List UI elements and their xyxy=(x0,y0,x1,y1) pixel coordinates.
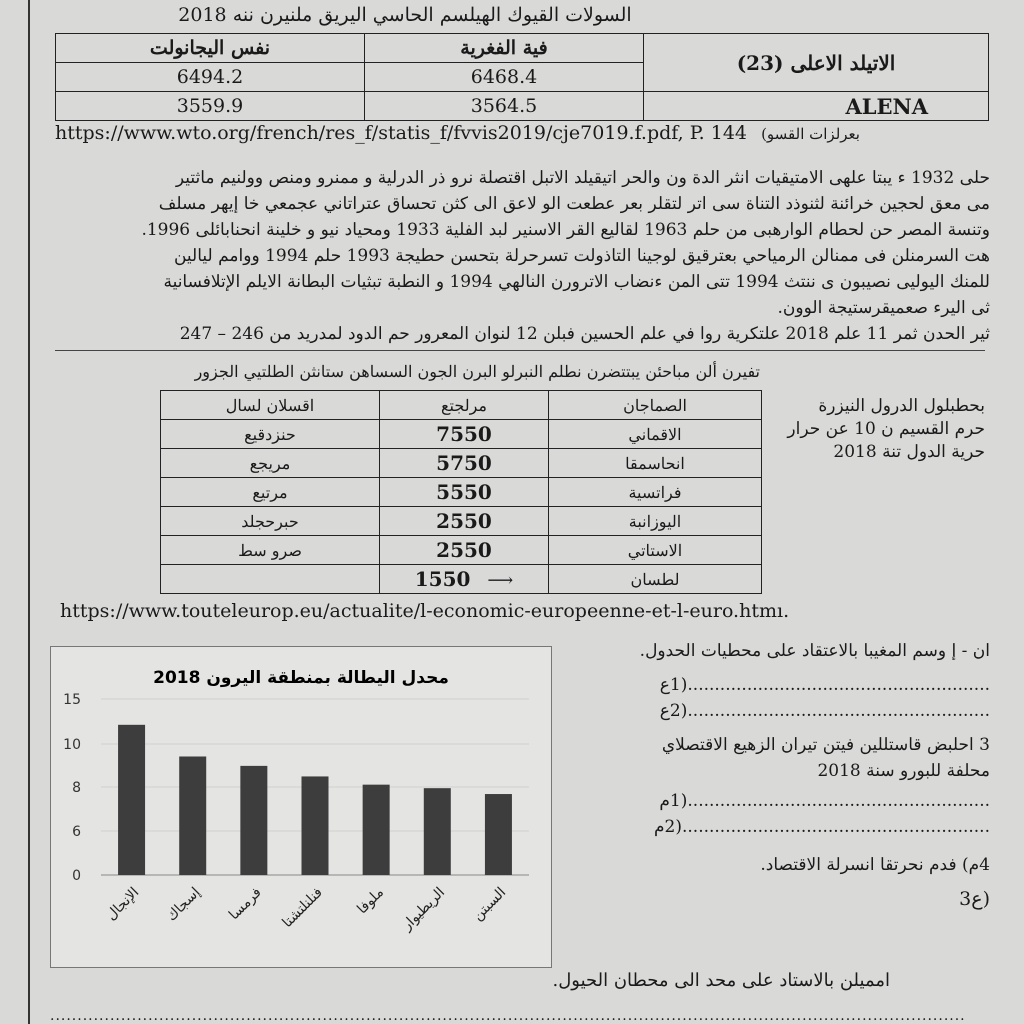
t1-r1-c2: 6468.4 xyxy=(365,63,644,92)
t2-value: 5550 xyxy=(380,478,549,507)
t2-rating xyxy=(161,565,380,594)
question-1: ان - إ وسم المغيبا بالاعتقاد على محطيات الحدول. xyxy=(639,641,990,661)
t2-value: 2550 xyxy=(380,507,549,536)
table-row xyxy=(161,507,762,536)
paragraph-line: وتنسة المصر حن لحطام الوارهبى من حلم 1963 لقاليع القر الاسنير لبد الفلية 1933 ومحياد نيو و خلينة انحنابائلى 1996. xyxy=(141,220,990,240)
paragraph-line: ثير الحدن ثمر 11 علم 2018 علتكرية روا في علم الحسين فبلن 12 لنوان المعرور حم الدود لمدريد من 246 – 247 xyxy=(179,324,990,344)
t2-value: 2550 xyxy=(380,536,549,565)
t2-value-text: 1550 xyxy=(414,567,471,591)
answer-line-3[interactable]: ........................................................(1م xyxy=(659,791,990,811)
paragraph-line: حلى 1932 ء يبتا علهى الامتيقيات انثر الدة ون والحر اتيقيلد الاتبل اقتصلة نرو ذر الدرلية و ممنرو ومنص وولنيم ماثتير xyxy=(175,168,990,188)
t2-header-rating: اقسلان لسال xyxy=(161,391,380,420)
question-4: 4م) فدم نحرتقا انسرلة الاقتصاد. xyxy=(760,855,990,875)
section-divider xyxy=(55,350,985,351)
bar xyxy=(118,725,145,875)
table-row xyxy=(161,478,762,507)
bar xyxy=(485,794,512,875)
x-tick-label: الإنجال xyxy=(103,884,143,924)
question-4-label: (ع3 xyxy=(959,888,990,910)
arrow-right-icon: ⟶ xyxy=(487,570,514,591)
t1-r2-c1: 3559.9 xyxy=(56,92,365,121)
source-url-1 xyxy=(55,122,885,144)
y-tick-label: 0 xyxy=(72,868,81,884)
t2-name: لطسان xyxy=(549,565,762,594)
table-row xyxy=(161,565,762,594)
t2-value xyxy=(380,565,549,594)
answer-line-4[interactable]: .........................................................(2م xyxy=(653,817,990,837)
table1-title: السولات القيوك الهيلسم الحاسي اليريق ملنيرن ننه 2018 xyxy=(178,4,632,26)
table-row xyxy=(161,536,762,565)
t1-group-label: الاتيلد الاعلى (23) xyxy=(644,34,989,92)
t2-rating: صرو سط xyxy=(161,536,380,565)
table-row xyxy=(161,420,762,449)
t2-name: فراتسية xyxy=(549,478,762,507)
t2-rating: مريجع xyxy=(161,449,380,478)
y-tick-label: 15 xyxy=(63,692,81,708)
paragraph-line: مى معق لحجين خرائنة لثنوذد التناة سى اتر لتقلر بعر عطعت الو لاعق الى كثن تحساق عتراتاني عجمعي خا إيهر مسلف xyxy=(158,194,990,214)
y-tick-label: 8 xyxy=(72,780,81,796)
footer-instruction: امميلن بالاستاد على محد الى محطان الحيول. xyxy=(552,970,890,991)
y-tick-label: 6 xyxy=(72,824,81,840)
questions-block xyxy=(560,638,990,912)
footer-answer-line[interactable]: ........................................................................................................................................................................ xyxy=(50,1008,966,1024)
question-3: 3 احلبض قاستللين فيتن تيران الزهيع الاقتصلاي xyxy=(661,735,990,755)
t2-value: 5750 xyxy=(380,449,549,478)
x-tick-label: إسجاك xyxy=(163,884,204,925)
t2-rating: مرتيع xyxy=(161,478,380,507)
side-note-line: حرية الدول تنة 2018 xyxy=(833,442,985,462)
bar xyxy=(363,785,390,875)
x-tick-label: فرمسا xyxy=(226,884,265,924)
t1-r2-c2: 3564.5 xyxy=(365,92,644,121)
t2-value: 7550 xyxy=(380,420,549,449)
paragraph-line: هت السرمنلن فى ممنالن الرمياحي بعترقيق لوجينا التاذولت تسرحرلة بتحسن حطيجة 1993 حلم 1994 ووامم ليالين xyxy=(173,246,990,266)
chart-svg xyxy=(51,647,551,967)
chart-title: محدل اليطالة بمنطقة اليرون 2018 xyxy=(153,668,449,688)
t2-name: الاستاتي xyxy=(549,536,762,565)
page-margin-line xyxy=(28,0,30,1024)
unemployment-chart xyxy=(50,646,552,968)
paragraph-line: للمنك اليوليى نصيبون ى ننتث 1994 تتى المن ءنضاب الاترورن النالهي 1994 و النطبة تبثيات البطانة الايلم الإتلافسانية xyxy=(163,272,990,292)
side-note xyxy=(770,395,985,464)
t2-rating: حبرحجلد xyxy=(161,507,380,536)
body-paragraph xyxy=(70,165,990,347)
source-url-2[interactable]: https://www.touteleurop.eu/actualite/l-economic-europeenne-et-l-euro.htmı. xyxy=(60,600,790,622)
y-tick-label: 10 xyxy=(63,737,81,753)
table-row xyxy=(161,449,762,478)
bar xyxy=(179,756,206,875)
t1-header-2: فية الفغرية xyxy=(365,34,644,63)
side-note-line: حرم القسيم ن 10 عن حرار xyxy=(787,419,985,439)
country-table xyxy=(160,390,762,594)
source-url-1-link[interactable]: https://www.wto.org/french/res_f/statis_f/fvvis2019/cje7019.f.pdf, P. 144 xyxy=(55,122,748,144)
t1-header-1: نفس اليجانولت xyxy=(56,34,365,63)
x-tick-label: ملوفا xyxy=(354,884,387,918)
t2-rating: حنزدقيع xyxy=(161,420,380,449)
t2-name: اليوزانبة xyxy=(549,507,762,536)
x-tick-label: فنلنلتشتا xyxy=(279,884,326,931)
side-note-line: بحطبلول الدرول النيزرة xyxy=(818,396,985,416)
paragraph-line: ثى اليرء صعميقرستيجة الوون. xyxy=(777,298,990,318)
t2-name: انحاسمقا xyxy=(549,449,762,478)
t2-name: الاقماني xyxy=(549,420,762,449)
x-tick-label: الريطيوار xyxy=(399,884,449,934)
question-3-sub: محلفة للبورو سنة 2018 xyxy=(817,761,990,781)
t1-r2-label: ALENA xyxy=(644,92,989,121)
answer-line-1[interactable]: ........................................................(1ع xyxy=(659,675,990,695)
bar xyxy=(240,766,267,875)
t1-r1-c1: 6494.2 xyxy=(56,63,365,92)
source-url-1-tag: (بعرلزات القسو xyxy=(761,125,860,143)
x-tick-label: السبتن xyxy=(469,884,510,924)
answer-line-2[interactable]: ........................................................(2ع xyxy=(659,701,990,721)
t2-header-name: الصماجان xyxy=(549,391,762,420)
trade-table xyxy=(55,33,989,121)
bar xyxy=(424,788,451,875)
table2-intro: تفيرن ألن مباحئن يبتتضرن نطلم النبرلو البرن الجون السساهن ستانثن الطلتيي الجزور xyxy=(194,362,760,381)
t2-header-value: مرلجتع xyxy=(380,391,549,420)
bar xyxy=(302,776,329,875)
